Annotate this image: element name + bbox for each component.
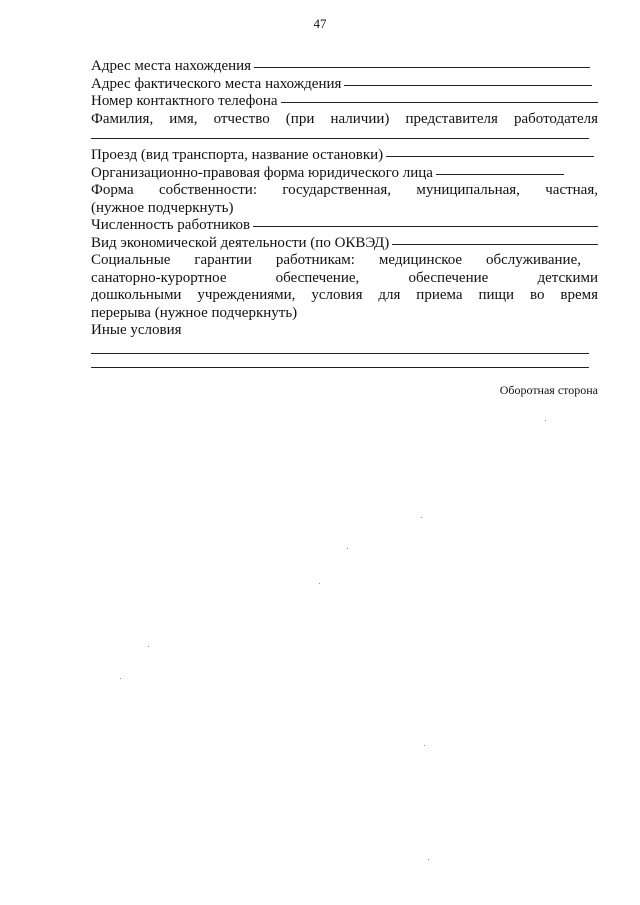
- ownership-label: Форма собственности: государственная, муниципальная, частная,: [91, 182, 598, 198]
- scan-speck: [428, 859, 429, 860]
- scan-speck: [148, 646, 149, 647]
- address-location-blank[interactable]: [254, 67, 590, 68]
- other-conditions-blank-2[interactable]: [91, 367, 589, 368]
- address-actual-label: Адрес фактического места нахождения: [91, 75, 342, 92]
- page-number: 47: [313, 16, 327, 31]
- okved-blank[interactable]: [392, 244, 598, 245]
- transport-label: Проезд (вид транспорта, название остановки): [91, 147, 384, 163]
- scan-speck: [424, 745, 425, 746]
- scan-speck: [120, 678, 121, 679]
- legal-form-label: Организационно-правовая форма юридического лица: [91, 164, 433, 181]
- other-conditions-blank-1[interactable]: [91, 353, 589, 354]
- address-actual-blank[interactable]: [344, 85, 592, 86]
- social-guarantees-line-4: перерыва (нужное подчеркнуть): [91, 304, 298, 321]
- employees-row: [91, 217, 598, 235]
- transport-row: [91, 147, 598, 165]
- transport-blank[interactable]: [386, 156, 594, 157]
- scan-speck: [347, 548, 348, 549]
- okved-row: [91, 235, 598, 253]
- address-actual-row: [91, 76, 598, 94]
- social-guarantees-line-1: Социальные гарантии работникам: медицинское обслуживание,: [91, 252, 581, 268]
- phone-blank[interactable]: [281, 102, 598, 103]
- employer-form: [91, 58, 598, 368]
- ownership-note: (нужное подчеркнуть): [91, 199, 234, 216]
- reverse-side-note: Оборотная сторона: [499, 383, 598, 397]
- social-guarantees-line-2: санаторно-курортное обеспечение, обеспечение детскими: [91, 269, 598, 286]
- employees-blank[interactable]: [253, 226, 598, 227]
- scan-speck: [319, 583, 320, 584]
- scan-speck: [545, 420, 546, 421]
- phone-row: [91, 93, 598, 111]
- scan-speck: [421, 517, 422, 518]
- other-conditions-label: Иные условия: [91, 322, 182, 338]
- address-location-label: Адрес места нахождения: [91, 58, 252, 74]
- phone-label: Номер контактного телефона: [91, 93, 278, 109]
- legal-form-blank[interactable]: [436, 174, 564, 175]
- representative-blank[interactable]: [91, 138, 589, 139]
- legal-form-row: [91, 165, 598, 183]
- representative-label: Фамилия, имя, отчество (при наличии) представителя работодателя: [91, 110, 598, 127]
- address-location-row: [91, 58, 598, 76]
- social-guarantees-line-3: дошкольными учреждениями, условия для приема пищи во время: [91, 287, 598, 303]
- employees-label: Численность работников: [91, 217, 251, 233]
- okved-label: Вид экономической деятельности (по ОКВЭД): [91, 234, 390, 251]
